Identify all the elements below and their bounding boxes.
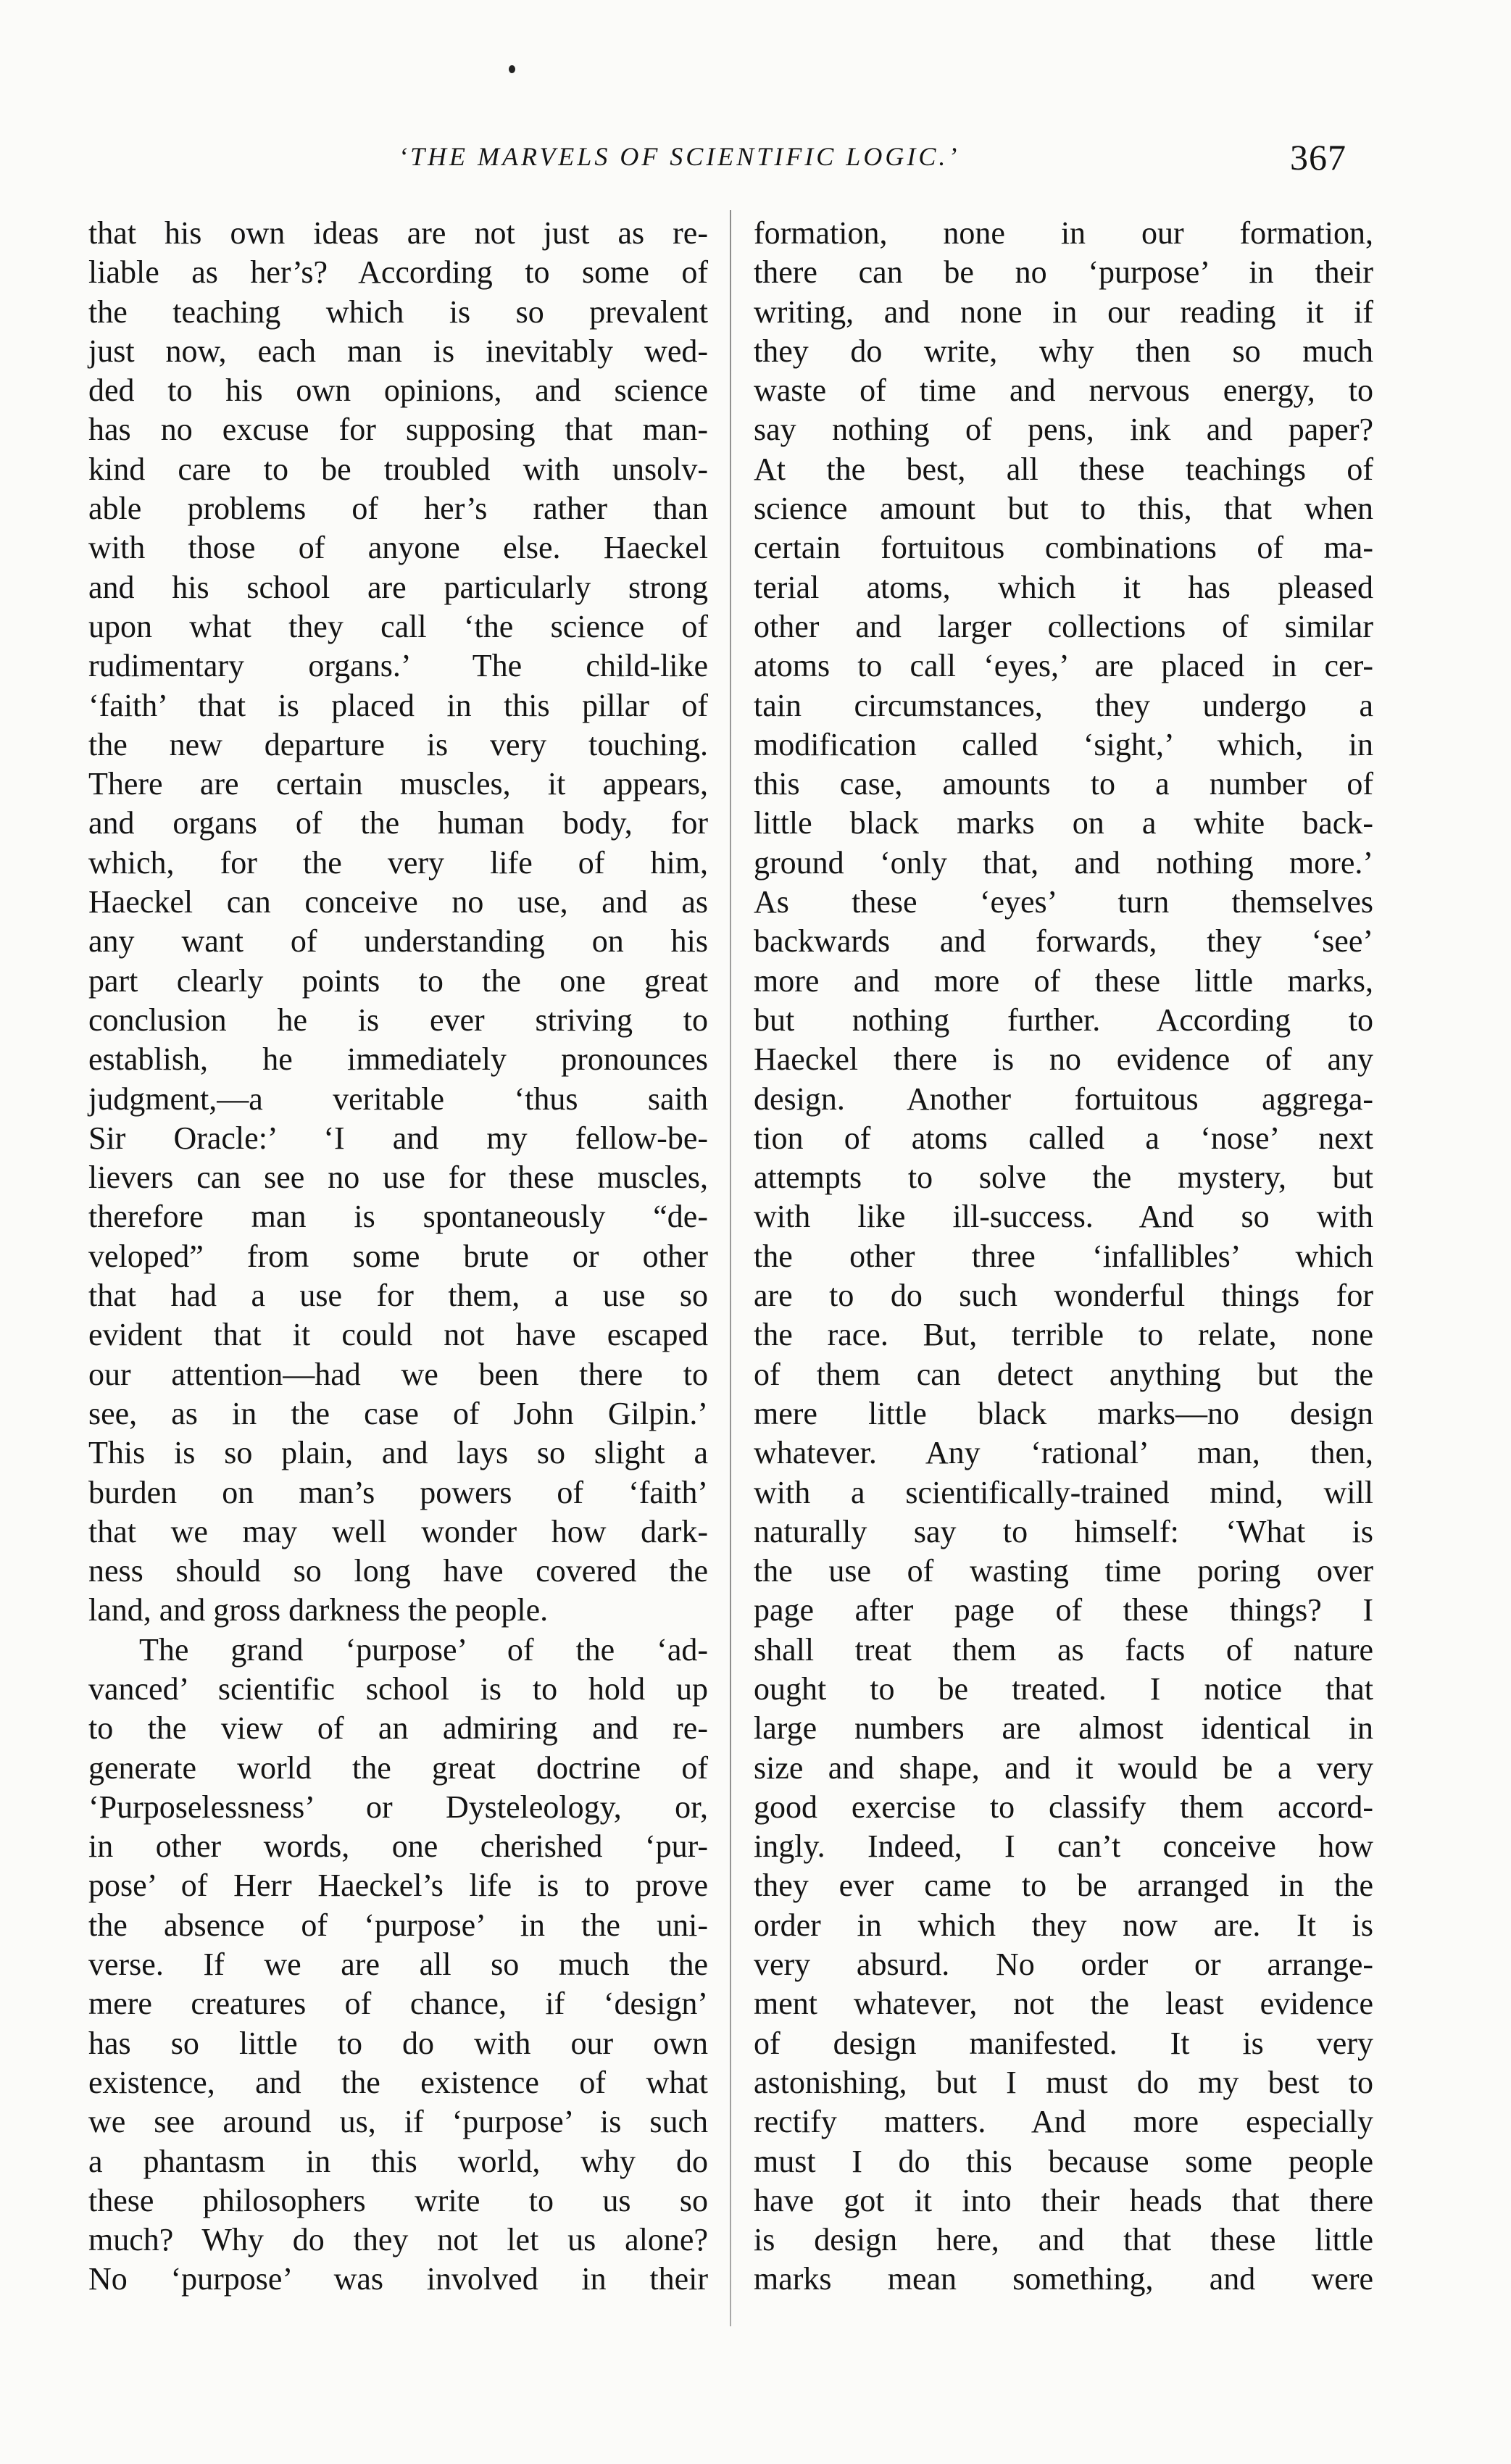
- text-line: design. Another fortuitous aggrega-: [754, 1081, 1373, 1117]
- text-line: ness should so long have covered the: [88, 1553, 708, 1589]
- page-number: 367: [1290, 137, 1346, 178]
- text-line: At the best, all these teachings of: [754, 451, 1373, 487]
- left-text-column: [88, 214, 708, 2299]
- text-line: formation, none in our formation,: [754, 215, 1373, 251]
- text-line: As these ‘eyes’ turn themselves: [754, 884, 1373, 920]
- text-line: rudimentary organs.’ The child-like: [88, 648, 708, 684]
- text-line: of them can detect anything but the: [754, 1356, 1373, 1392]
- text-line: with a scientifically-trained mind, will: [754, 1474, 1373, 1510]
- text-line: we see around us, if ‘purpose’ is such: [88, 2104, 708, 2140]
- running-head-title: ‘THE MARVELS OF SCIENTIFIC LOGIC.’: [399, 142, 960, 171]
- text-line: with like ill-success. And so with: [754, 1199, 1373, 1235]
- text-line: writing, and none in our reading it if: [754, 294, 1373, 330]
- text-line: waste of time and nervous energy, to: [754, 372, 1373, 409]
- text-line: part clearly points to the one great: [88, 962, 708, 999]
- text-line: the teaching which is so prevalent: [88, 294, 708, 330]
- text-line: good exercise to classify them accord-: [754, 1789, 1373, 1825]
- text-line: see, as in the case of John Gilpin.’: [88, 1395, 708, 1431]
- text-line: but nothing further. According to: [754, 1002, 1373, 1038]
- text-line: conclusion he is ever striving to: [88, 1002, 708, 1038]
- text-line: have got it into their heads that there: [754, 2182, 1373, 2218]
- text-line: and organs of the human body, for: [88, 805, 708, 841]
- text-line: in other words, one cherished ‘pur-: [88, 1828, 708, 1865]
- printer-mark: [509, 65, 515, 73]
- text-line: say nothing of pens, ink and paper?: [754, 412, 1373, 448]
- text-line: which, for the very life of him,: [88, 844, 708, 881]
- text-line: atoms to call ‘eyes,’ are placed in cer-: [754, 648, 1373, 684]
- text-line: size and shape, and it would be a very: [754, 1749, 1373, 1786]
- text-line: terial atoms, which it has pleased: [754, 569, 1373, 605]
- text-line: kind care to be troubled with unsolv-: [88, 451, 708, 487]
- text-line: there can be no ‘purpose’ in their: [754, 254, 1373, 291]
- text-line: has so little to do with our own: [88, 2025, 708, 2061]
- text-line: must I do this because some people: [754, 2143, 1373, 2179]
- text-line: mere little black marks—no design: [754, 1395, 1373, 1431]
- text-line: is design here, and that these little: [754, 2222, 1373, 2258]
- text-line: rectify matters. And more especially: [754, 2104, 1373, 2140]
- text-line: that had a use for them, a use so: [88, 1278, 708, 1314]
- text-line: This is so plain, and lays so slight a: [88, 1435, 708, 1471]
- text-line: judgment,—a veritable ‘thus saith: [88, 1081, 708, 1117]
- text-line: they ever came to be arranged in the: [754, 1868, 1373, 1904]
- text-line: therefore man is spontaneously “de-: [88, 1199, 708, 1235]
- text-line: very absurd. No order or arrange-: [754, 1947, 1373, 1983]
- text-line: naturally say to himself: ‘What is: [754, 1513, 1373, 1549]
- text-line: The grand ‘purpose’ of the ‘ad-: [139, 1631, 708, 1668]
- text-line: more and more of these little marks,: [754, 962, 1373, 999]
- text-line: tain circumstances, they undergo a: [754, 687, 1373, 723]
- text-line: land, and gross darkness the people.: [88, 1592, 549, 1628]
- text-line: that his own ideas are not just as re-: [88, 215, 708, 251]
- text-line: and his school are particularly strong: [88, 569, 708, 605]
- text-line: ground ‘only that, and nothing more.’: [754, 844, 1373, 881]
- text-line: astonishing, but I must do my best to: [754, 2064, 1373, 2100]
- text-line: much? Why do they not let us alone?: [88, 2222, 708, 2258]
- text-line: modification called ‘sight,’ which, in: [754, 726, 1373, 762]
- text-line: that we may well wonder how dark-: [88, 1513, 708, 1549]
- text-line: evident that it could not have escaped: [88, 1317, 708, 1353]
- text-line: ought to be treated. I notice that: [754, 1670, 1373, 1707]
- text-line: science amount but to this, that when: [754, 491, 1373, 527]
- text-line: they do write, why then so much: [754, 333, 1373, 369]
- text-line: attempts to solve the mystery, but: [754, 1160, 1373, 1196]
- text-line: No ‘purpose’ was involved in their: [88, 2261, 708, 2297]
- text-line: the new departure is very touching.: [88, 726, 708, 762]
- text-line: are to do such wonderful things for: [754, 1278, 1373, 1314]
- text-line: these philosophers write to us so: [88, 2182, 708, 2218]
- text-line: certain fortuitous combinations of ma-: [754, 530, 1373, 566]
- text-line: liable as her’s? According to some of: [88, 254, 708, 291]
- text-line: page after page of these things? I: [754, 1592, 1373, 1628]
- text-line: veloped” from some brute or other: [88, 1238, 708, 1274]
- text-line: order in which they now are. It is: [754, 1907, 1373, 1943]
- text-line: mere creatures of chance, if ‘design’: [88, 1986, 708, 2022]
- text-line: little black marks on a white back-: [754, 805, 1373, 841]
- text-line: vanced’ scientific school is to hold up: [88, 1670, 708, 1707]
- text-line: this case, amounts to a number of: [754, 766, 1373, 802]
- text-line: the use of wasting time poring over: [754, 1553, 1373, 1589]
- text-line: ingly. Indeed, I can’t conceive how: [754, 1828, 1373, 1865]
- text-line: Sir Oracle:’ ‘I and my fellow-be-: [88, 1120, 708, 1156]
- text-line: There are certain muscles, it appears,: [88, 766, 708, 802]
- text-line: backwards and forwards, they ‘see’: [754, 923, 1373, 960]
- text-line: lievers can see no use for these muscles,: [88, 1160, 708, 1196]
- text-line: with those of anyone else. Haeckel: [88, 530, 708, 566]
- text-line: generate world the great doctrine of: [88, 1749, 708, 1786]
- text-line: a phantasm in this world, why do: [88, 2143, 708, 2179]
- text-line: ment whatever, not the least evidence: [754, 1986, 1373, 2022]
- text-line: large numbers are almost identical in: [754, 1710, 1373, 1747]
- text-line: shall treat them as facts of nature: [754, 1631, 1373, 1668]
- text-line: tion of atoms called a ‘nose’ next: [754, 1120, 1373, 1156]
- text-line: to the view of an admiring and re-: [88, 1710, 708, 1747]
- text-line: any want of understanding on his: [88, 923, 708, 960]
- text-line: verse. If we are all so much the: [88, 1947, 708, 1983]
- text-line: of design manifested. It is very: [754, 2025, 1373, 2061]
- text-line: has no excuse for supposing that man-: [88, 412, 708, 448]
- text-line: the race. But, terrible to relate, none: [754, 1317, 1373, 1353]
- text-line: whatever. Any ‘rational’ man, then,: [754, 1435, 1373, 1471]
- text-line: marks mean something, and were: [754, 2261, 1373, 2297]
- text-line: upon what they call ‘the science of: [88, 608, 708, 644]
- text-line: the absence of ‘purpose’ in the uni-: [88, 1907, 708, 1943]
- column-divider: [730, 210, 731, 2326]
- text-line: establish, he immediately pronounces: [88, 1041, 708, 1078]
- text-line: pose’ of Herr Haeckel’s life is to prove: [88, 1868, 708, 1904]
- text-line: ded to his own opinions, and science: [88, 372, 708, 409]
- right-text-column: [754, 214, 1373, 2299]
- text-line: the other three ‘infallibles’ which: [754, 1238, 1373, 1274]
- text-line: our attention—had we been there to: [88, 1356, 708, 1392]
- text-line: able problems of her’s rather than: [88, 491, 708, 527]
- text-line: ‘faith’ that is placed in this pillar of: [88, 687, 708, 723]
- text-line: Haeckel can conceive no use, and as: [88, 884, 708, 920]
- text-line: other and larger collections of similar: [754, 608, 1373, 644]
- text-line: ‘Purposelessness’ or Dysteleology, or,: [88, 1789, 708, 1825]
- text-line: existence, and the existence of what: [88, 2064, 708, 2100]
- text-line: just now, each man is inevitably wed-: [88, 333, 708, 369]
- text-line: burden on man’s powers of ‘faith’: [88, 1474, 708, 1510]
- text-line: Haeckel there is no evidence of any: [754, 1041, 1373, 1078]
